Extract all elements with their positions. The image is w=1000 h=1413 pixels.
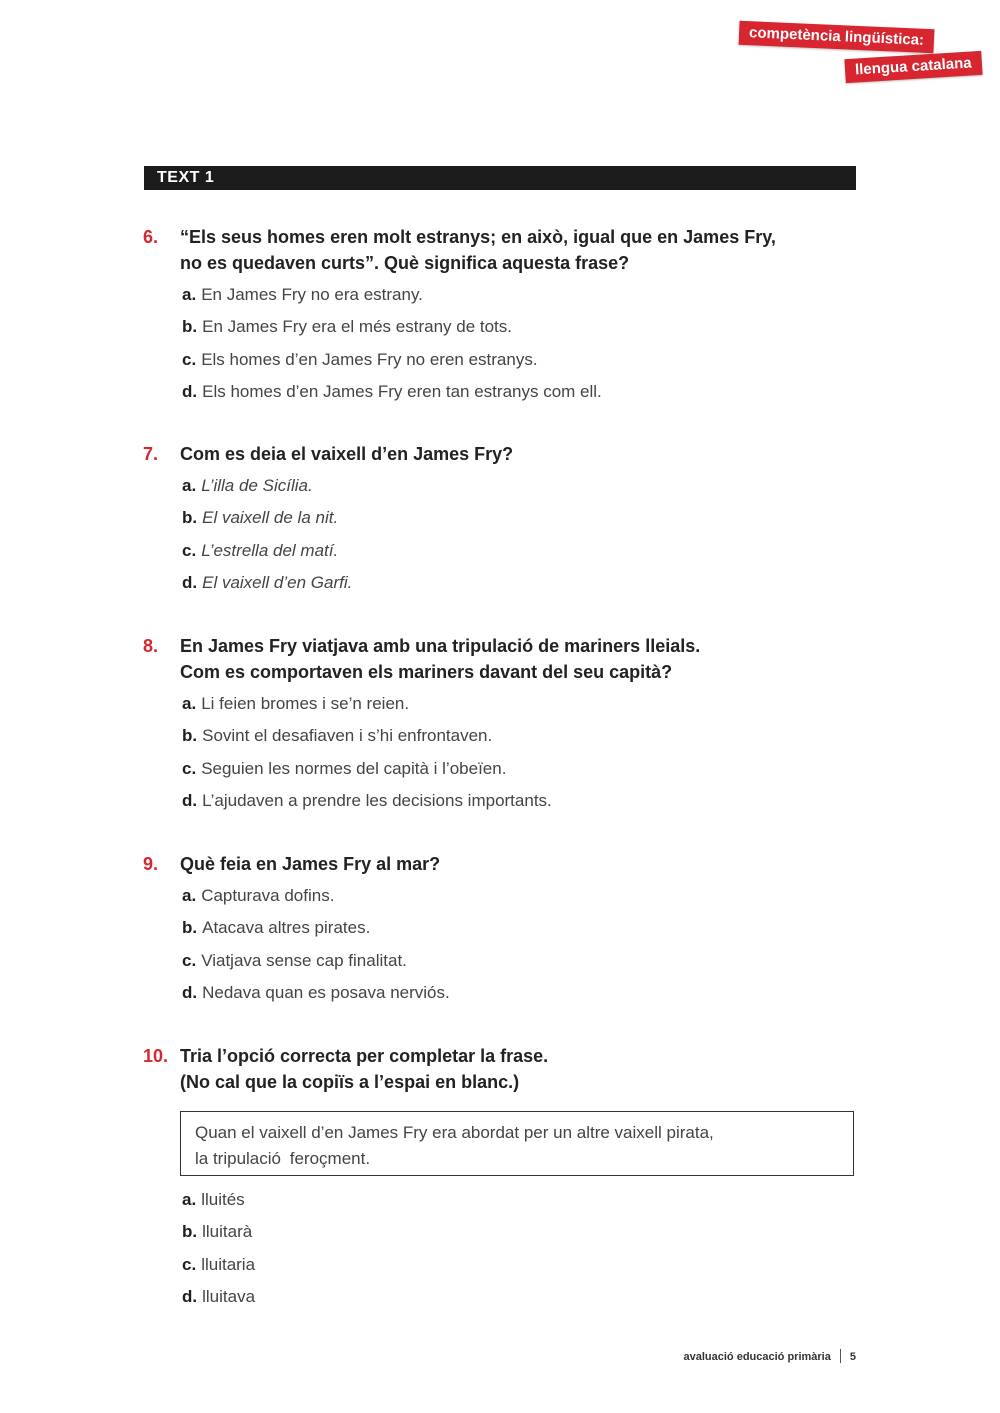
question-text: Tria l’opció correcta per completar la frase. (No cal que la copiïs a l’espai en blanc.)	[180, 1046, 549, 1092]
option-a[interactable]: a. Capturava dofins.	[182, 886, 335, 905]
option-a[interactable]: a. Li feien bromes i se’n reien.	[182, 694, 410, 713]
options-list	[143, 886, 863, 1015]
question-number: 10.	[143, 1046, 169, 1066]
question-text: En James Fry viatjava amb una tripulació de mariners lleials. Com es comportaven els mariners davant del seu capità?	[180, 636, 701, 682]
option-a[interactable]: a. En James Fry no era estrany.	[182, 285, 423, 304]
question-9	[143, 851, 863, 1015]
option-a[interactable]: a. L’illa de Sicília.	[182, 476, 313, 495]
subject-tag-line1: competència lingüística:	[739, 21, 935, 53]
subject-tag-line2: llengua catalana	[844, 51, 982, 83]
question-text: Què feia en James Fry al mar?	[180, 854, 441, 874]
option-d[interactable]: d. Els homes d’en James Fry eren tan estranys com ell.	[182, 381, 602, 401]
option-d[interactable]: d. lluitava	[182, 1286, 256, 1306]
option-c[interactable]: c. L’estrella del matí.	[182, 540, 339, 560]
option-a[interactable]: a. lluités	[182, 1190, 245, 1209]
question-10	[143, 1043, 863, 1319]
question-7	[143, 441, 863, 605]
options-list	[143, 694, 863, 823]
question-6	[143, 224, 863, 414]
question-text: Com es deia el vaixell d’en James Fry?	[180, 444, 514, 464]
question-number: 6.	[143, 227, 159, 247]
options-list	[143, 476, 863, 605]
option-b[interactable]: b. El vaixell de la nit.	[182, 508, 339, 528]
section-title: TEXT 1	[157, 169, 215, 186]
option-b[interactable]: b. Atacava altres pirates.	[182, 918, 371, 938]
option-b[interactable]: b. En James Fry era el més estrany de tots.	[182, 317, 513, 337]
option-c[interactable]: c. Els homes d’en James Fry no eren estranys.	[182, 349, 538, 369]
page-number: 5	[849, 1351, 856, 1363]
option-b[interactable]: b. Sovint el desafiaven i s’hi enfrontaven.	[182, 726, 493, 746]
sentence-line1: Quan el vaixell d’en James Fry era abordat per un altre vaixell pirata,	[195, 1123, 714, 1142]
option-d[interactable]: d. L’ajudaven a prendre les decisions importants.	[182, 790, 552, 810]
page-footer	[684, 1349, 856, 1363]
sentence-box	[180, 1111, 854, 1176]
option-d[interactable]: d. El vaixell d’en Garfi.	[182, 572, 353, 592]
footer-divider	[840, 1349, 841, 1363]
question-8	[143, 633, 863, 823]
question-number: 8.	[143, 636, 159, 656]
sentence-line2: la tripulació feroçment.	[195, 1149, 371, 1168]
section-bar	[144, 166, 856, 190]
option-c[interactable]: c. lluitaria	[182, 1254, 256, 1274]
question-number: 9.	[143, 854, 159, 874]
option-c[interactable]: c. Seguien les normes del capità i l’obeïen.	[182, 758, 507, 778]
options-list	[143, 1190, 863, 1319]
question-text: “Els seus homes eren molt estranys; en això, igual que en James Fry, no es quedaven curts”. Què significa aquesta frase?	[180, 227, 776, 273]
question-number: 7.	[143, 444, 159, 464]
option-d[interactable]: d. Nedava quan es posava nerviós.	[182, 982, 450, 1002]
option-c[interactable]: c. Viatjava sense cap finalitat.	[182, 950, 407, 970]
options-list	[143, 285, 863, 414]
footer-text: avaluació educació primària	[683, 1351, 831, 1363]
option-b[interactable]: b. lluitarà	[182, 1222, 253, 1242]
